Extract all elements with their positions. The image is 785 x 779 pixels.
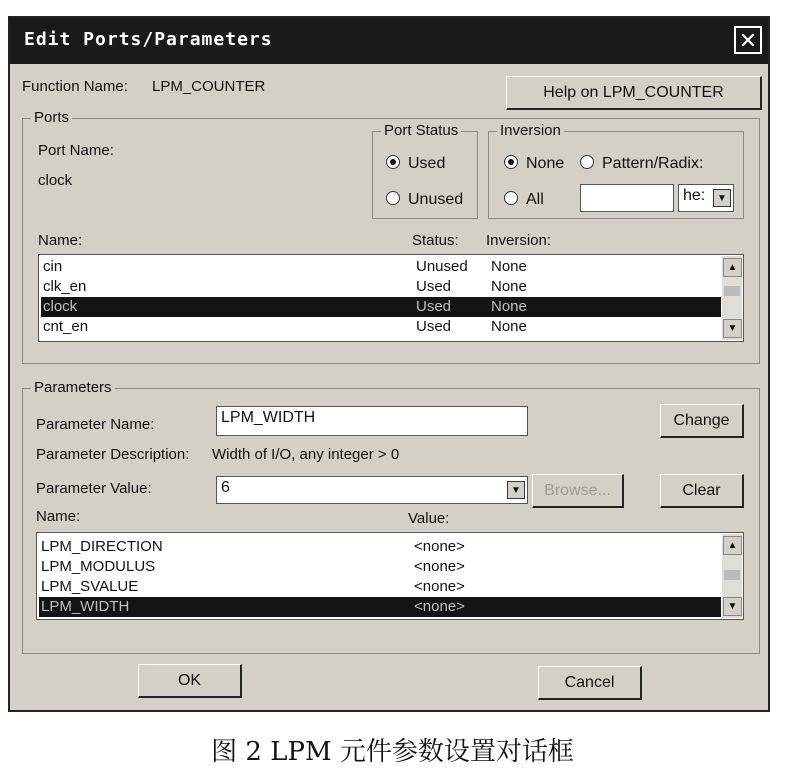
inversion-none-label: None: [526, 155, 565, 172]
scroll-thumb[interactable]: [724, 286, 740, 296]
inversion-pattern-radio[interactable]: [580, 155, 703, 173]
parameters-scrollbar[interactable]: [722, 534, 742, 618]
title-bar: [10, 18, 768, 64]
port-status-label: Port Status: [381, 122, 461, 139]
table-row[interactable]: [39, 577, 721, 597]
radix-value: he:: [683, 187, 706, 204]
change-button[interactable]: Change: [660, 404, 744, 438]
table-row[interactable]: [41, 277, 721, 297]
port-row-inversion: None: [491, 298, 527, 315]
port-row-name: clk_en: [43, 278, 87, 295]
pattern-input[interactable]: [580, 184, 674, 212]
port-row-status: Used: [416, 298, 452, 315]
inversion-none-radio[interactable]: [504, 155, 564, 173]
table-row-selected[interactable]: [39, 597, 721, 617]
port-row-status: Used: [416, 318, 452, 335]
table-row[interactable]: [41, 257, 721, 277]
port-row-name: clock: [43, 298, 78, 315]
port-row-inversion: None: [491, 318, 527, 335]
port-name-value: clock: [38, 172, 73, 189]
status-unused-label: Unused: [408, 191, 464, 208]
parameters-col-name: Name:: [36, 508, 81, 525]
parameter-description-value: Width of I/O, any integer > 0: [212, 446, 400, 463]
parameter-value-combo[interactable]: [216, 476, 528, 504]
parameter-name-label: Parameter Name:: [36, 416, 155, 433]
scroll-up-icon[interactable]: ▲: [723, 536, 742, 555]
dialog-title: Edit Ports/Parameters: [24, 29, 273, 50]
table-row[interactable]: [39, 537, 721, 557]
port-row-status: Used: [416, 278, 452, 295]
port-row-inversion: None: [491, 258, 527, 275]
ports-scrollbar[interactable]: [722, 256, 742, 340]
function-name-label: Function Name:: [22, 78, 128, 95]
parameters-list[interactable]: [36, 532, 744, 620]
help-button[interactable]: Help on LPM_COUNTER: [506, 76, 762, 110]
port-name-label: Port Name:: [38, 142, 114, 159]
scroll-up-icon[interactable]: ▲: [723, 258, 742, 277]
param-row-value: <none>: [414, 538, 465, 555]
chevron-down-icon[interactable]: ▼: [507, 481, 525, 499]
ports-col-status: Status:: [412, 232, 459, 249]
table-row[interactable]: [39, 557, 721, 577]
scroll-down-icon[interactable]: ▼: [723, 597, 742, 616]
param-row-value: <none>: [414, 578, 465, 595]
port-row-status: Unused: [416, 258, 468, 275]
function-name-value: LPM_COUNTER: [152, 78, 266, 95]
edit-ports-parameters-dialog: [8, 16, 770, 712]
chevron-down-icon[interactable]: ▼: [713, 189, 731, 207]
parameters-group-label: Parameters: [31, 379, 115, 396]
parameter-value: 6: [221, 479, 230, 496]
port-row-name: cin: [43, 258, 63, 275]
param-row-value: <none>: [414, 598, 465, 615]
inversion-all-radio[interactable]: [504, 191, 544, 209]
clear-button[interactable]: Clear: [660, 474, 744, 508]
ports-col-name: Name:: [38, 232, 83, 249]
parameter-name-input[interactable]: LPM_WIDTH: [216, 406, 528, 436]
status-used-radio[interactable]: [386, 155, 445, 173]
parameter-description-label: Parameter Description:: [36, 446, 190, 463]
radio-selected-icon: [504, 155, 518, 169]
status-used-label: Used: [408, 155, 446, 172]
param-row-name: LPM_MODULUS: [41, 558, 156, 575]
cancel-button[interactable]: Cancel: [538, 666, 642, 700]
table-row[interactable]: [41, 317, 721, 337]
param-row-value: <none>: [414, 558, 465, 575]
param-row-name: LPM_WIDTH: [41, 598, 130, 615]
status-unused-radio[interactable]: [386, 191, 463, 209]
ports-group-label: Ports: [31, 109, 72, 126]
scroll-thumb[interactable]: [724, 570, 740, 580]
port-row-inversion: None: [491, 278, 527, 295]
param-row-name: LPM_DIRECTION: [41, 538, 163, 555]
ports-col-inversion: Inversion:: [486, 232, 552, 249]
parameter-value-label: Parameter Value:: [36, 480, 152, 497]
ports-list[interactable]: [38, 254, 744, 342]
scroll-down-icon[interactable]: ▼: [723, 319, 742, 338]
radix-select[interactable]: [678, 184, 734, 212]
radio-selected-icon: [386, 155, 400, 169]
param-row-name: LPM_SVALUE: [41, 578, 139, 595]
figure-caption: 图 2 LPM 元件参数设置对话框: [211, 737, 574, 767]
inversion-all-label: All: [526, 191, 544, 208]
ok-button[interactable]: OK: [138, 664, 242, 698]
radio-empty-icon: [386, 191, 400, 205]
close-icon[interactable]: ✕: [734, 26, 762, 54]
inversion-label: Inversion: [497, 122, 564, 139]
port-row-name: cnt_en: [43, 318, 89, 335]
table-row-selected[interactable]: [41, 297, 721, 317]
radio-empty-icon: [504, 191, 518, 205]
browse-button[interactable]: Browse...: [532, 474, 624, 508]
inversion-pattern-label: Pattern/Radix:: [602, 155, 704, 172]
parameters-col-value: Value:: [408, 510, 450, 527]
radio-empty-icon: [580, 155, 594, 169]
